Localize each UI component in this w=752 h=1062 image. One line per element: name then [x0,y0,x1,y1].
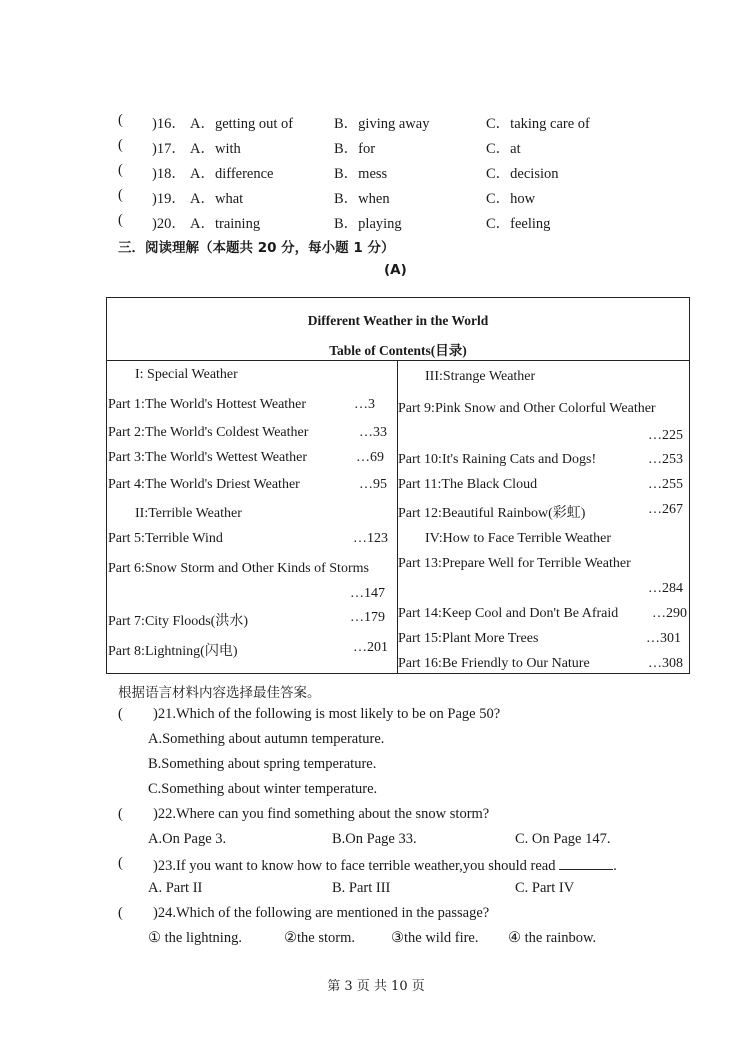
toc-part-heading: I: Special Weather [135,367,238,382]
option-a: A．training [190,216,261,232]
toc-item-label: Part 14:Keep Cool and Don't Be Afraid [398,606,619,621]
answer-paren: ( [118,162,123,178]
toc-item-page: …267 [648,502,683,517]
cloze-item-20 [118,212,678,232]
cloze-item-18 [118,162,678,182]
question-23-option-a: A. Part II [148,880,203,896]
question-21-option-c: C.Something about winter temperature. [148,781,378,797]
toc-item-page: …3 [354,397,375,412]
toc-header [107,298,689,361]
question-23-line [153,855,617,875]
toc-table [106,297,690,674]
question-24-option-4: ④ the rainbow. [508,930,597,946]
question-number: )17． [152,141,186,157]
toc-item-page: …253 [648,452,683,467]
toc-item-label: Part 8:Lightning(闪电) [108,644,238,659]
toc-item-page: …301 [646,631,681,646]
toc-item-page: …284 [648,581,683,596]
question-22-stem: )22.Where can you find something about the snow storm? [153,806,490,822]
question-23-end: . [613,858,617,874]
question-number: )18． [152,166,186,182]
passage-label: (A) [384,262,407,278]
option-b: B．giving away [334,116,430,132]
option-c: C．feeling [486,216,551,232]
question-22-option-b: B.On Page 33. [332,831,417,847]
toc-item-label: Part 16:Be Friendly to Our Nature [398,656,590,671]
question-24-option-1: ① the lightning. [148,930,242,946]
option-c: C．taking care of [486,116,590,132]
toc-part-heading: II:Terrible Weather [135,506,242,521]
question-22-option-c: C. On Page 147. [515,831,611,847]
question-21-option-a: A.Something about autumn temperature. [148,731,385,747]
question-21-stem: )21.Which of the following is most likely to be on Page 50? [153,706,501,722]
toc-item-label: Part 6:Snow Storm and Other Kinds of Storms [108,561,369,576]
option-c: C．at [486,141,521,157]
toc-item-label: Part 1:The World's Hottest Weather [108,397,307,412]
toc-item-label: Part 11:The Black Cloud [398,477,538,492]
answer-paren: ( [118,212,123,228]
question-22-option-a: A.On Page 3. [148,831,227,847]
toc-item-label: Part 15:Plant More Trees [398,631,539,646]
toc-item-label: Part 9:Pink Snow and Other Colorful Weather [398,401,656,416]
toc-part-heading: IV:How to Face Terrible Weather [425,531,612,546]
toc-item-page: …290 [652,606,687,621]
toc-item-page: …308 [648,656,683,671]
instruction-text: 根据语言材料内容选择最佳答案。 [118,685,321,701]
option-c: C．decision [486,166,559,182]
question-23-option-b: B. Part III [332,880,391,896]
question-23-stem: )23.If you want to know how to face terrible weather,you should read [153,858,556,874]
toc-item-label: Part 13:Prepare Well for Terrible Weather [398,556,631,571]
toc-item-page: …225 [648,428,683,443]
section-title: 三．阅读理解（本题共 20 分，每小题 1 分） [118,240,395,256]
option-a: A．what [190,191,244,207]
toc-title: Different Weather in the World [307,313,489,328]
toc-part-heading: III:Strange Weather [425,369,536,384]
page-footer: 第 3 页 共 10 页 [327,979,425,994]
answer-paren: ( [118,137,123,153]
answer-blank[interactable] [559,855,613,870]
toc-subtitle: Table of Contents(目录) [329,343,467,358]
toc-item-label: Part 7:City Floods(洪水) [108,614,249,629]
question-22-paren: ( [118,806,123,822]
toc-item-page: …201 [353,640,388,655]
question-number: )16． [152,116,186,132]
question-21-paren: ( [118,706,123,722]
answer-paren: ( [118,187,123,203]
toc-item-label: Part 5:Terrible Wind [108,531,223,546]
question-21-option-b: B.Something about spring temperature. [148,756,377,772]
option-b: B．mess [334,166,388,182]
toc-item-page: …179 [350,610,385,625]
toc-item-page: …33 [359,425,387,440]
cloze-item-17 [118,137,678,157]
question-24-option-3: ③the wild fire. [391,930,479,946]
question-24-option-2: ②the storm. [284,930,355,946]
toc-item-label: Part 3:The World's Wettest Weather [108,450,307,465]
question-24-paren: ( [118,905,123,921]
toc-item-label: Part 10:It's Raining Cats and Dogs! [398,452,597,467]
toc-item-label: Part 4:The World's Driest Weather [108,477,300,492]
answer-paren: ( [118,112,123,128]
cloze-item-19 [118,187,678,207]
question-number: )20． [152,216,186,232]
toc-item-page: …95 [359,477,387,492]
toc-item-label: Part 12:Beautiful Rainbow(彩虹) [398,506,586,521]
toc-item-label: Part 2:The World's Coldest Weather [108,425,309,440]
toc-item-page: …69 [356,450,384,465]
toc-item-page: …255 [648,477,683,492]
option-b: B．when [334,191,390,207]
option-a: A．getting out of [190,116,294,132]
cloze-item-16 [118,112,678,132]
option-a: A．with [190,141,241,157]
option-b: B．for [334,141,376,157]
question-23-option-c: C. Part IV [515,880,575,896]
question-number: )19． [152,191,186,207]
option-b: B．playing [334,216,402,232]
toc-item-page: …123 [353,531,388,546]
question-24-stem: )24.Which of the following are mentioned in the passage? [153,905,490,921]
option-c: C．how [486,191,536,207]
option-a: A．difference [190,166,274,182]
toc-item-page: …147 [350,586,385,601]
question-23-paren: ( [118,855,123,871]
